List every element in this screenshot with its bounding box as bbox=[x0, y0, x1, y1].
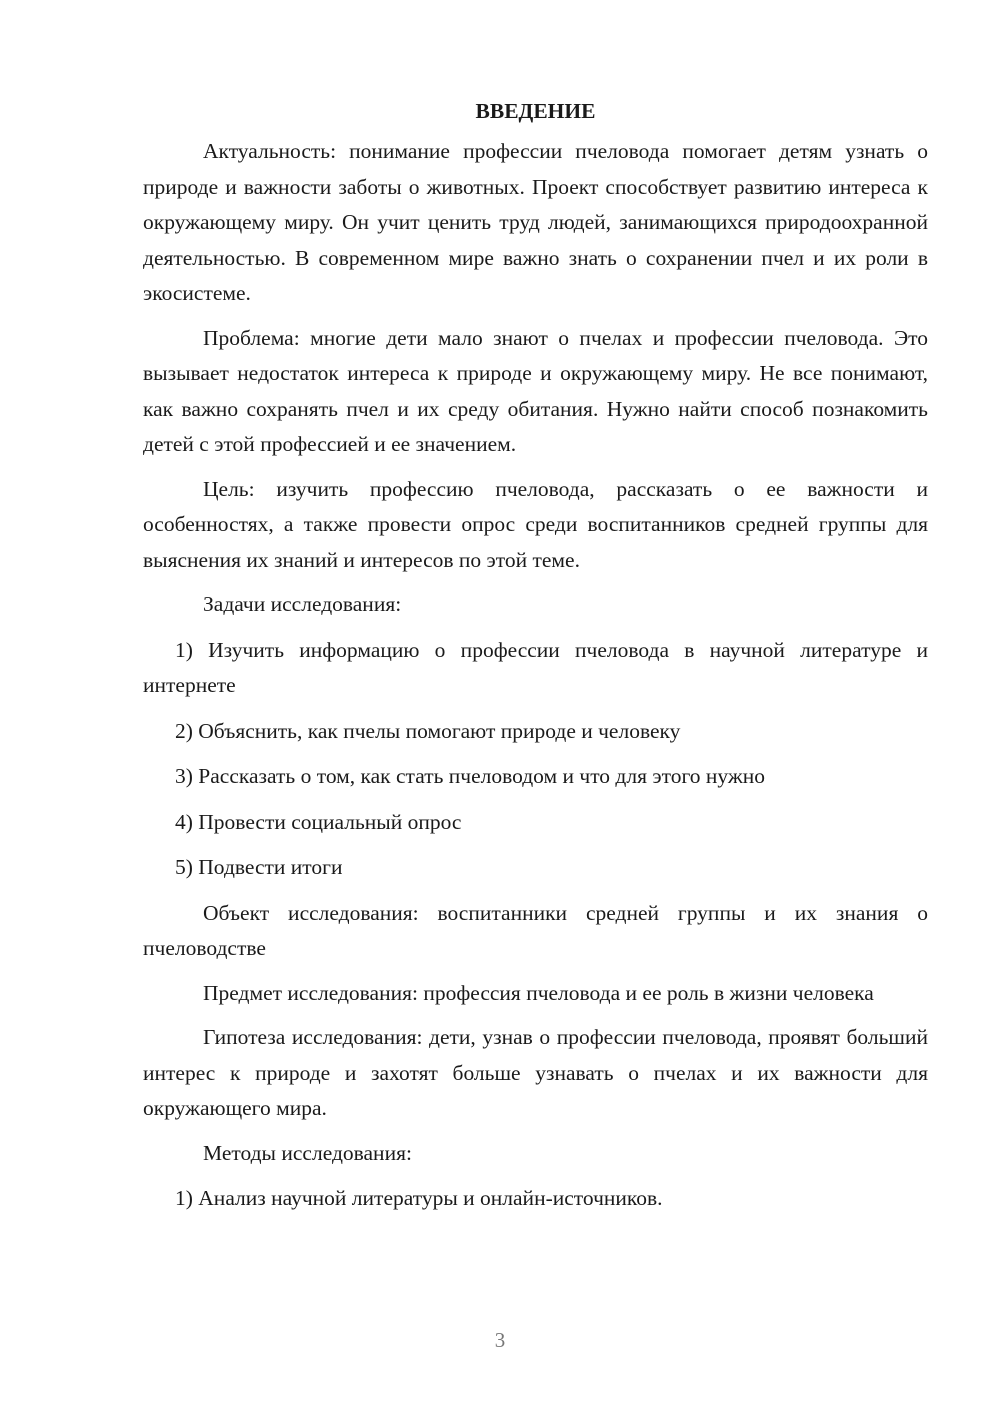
methods-heading: Методы исследования: bbox=[203, 1140, 412, 1165]
document-page bbox=[143, 96, 928, 1227]
tasks-heading: Задачи исследования: bbox=[203, 592, 402, 616]
subject-paragraph: Предмет исследования: профессия пчеловода и ее роль в жизни человека bbox=[203, 980, 874, 1005]
relevance-paragraph: Актуальность: понимание профессии пчеловода помогает детям узнать о природе и важности заботы о животных. Проект способствует развитию интереса к окружающему миру. Он учит ценить труд людей, занимающихся природоохранной деятельностью. В современном мире важно знать о сохранении пчел и их роли в экосистеме. bbox=[143, 139, 928, 305]
page-number: 3 bbox=[494, 1328, 506, 1352]
task-item-5: 5) Подвести итоги bbox=[175, 855, 343, 879]
goal-paragraph: Цель: изучить профессию пчеловода, рассказать о ее важности и особенностях, а также провести опрос среди воспитанников средней группы для выяснения их знаний и интересов по этой теме. bbox=[143, 476, 928, 572]
problem-paragraph: Проблема: многие дети мало знают о пчелах и профессии пчеловода. Это вызывает недостаток интереса к природе и окружающему миру. Не все понимают, как важно сохранять пчел и их среду обитания. Нужно найти способ познакомить детей с этой профессией и ее значением. bbox=[143, 325, 928, 456]
task-item-4: 4) Провести социальный опрос bbox=[175, 809, 462, 834]
section-title: ВВЕДЕНИЕ bbox=[475, 99, 596, 123]
task-item-3: 3) Рассказать о том, как стать пчеловодом и что для этого нужно bbox=[175, 764, 765, 788]
object-paragraph: Объект исследования: воспитанники средней группы и их знания о пчеловодстве bbox=[143, 900, 928, 960]
hypothesis-paragraph: Гипотеза исследования: дети, узнав о профессии пчеловода, проявят больший интерес к природе и захотят больше узнавать о пчелах и их важности для окружающего мира. bbox=[143, 1025, 928, 1120]
task-item-2: 2) Объяснить, как пчелы помогают природе и человеку bbox=[175, 718, 681, 743]
method-item-1: 1) Анализ научной литературы и онлайн-источников. bbox=[175, 1186, 663, 1210]
task-item-1: 1) Изучить информацию о профессии пчеловода в научной литературе и интернете bbox=[143, 637, 928, 697]
